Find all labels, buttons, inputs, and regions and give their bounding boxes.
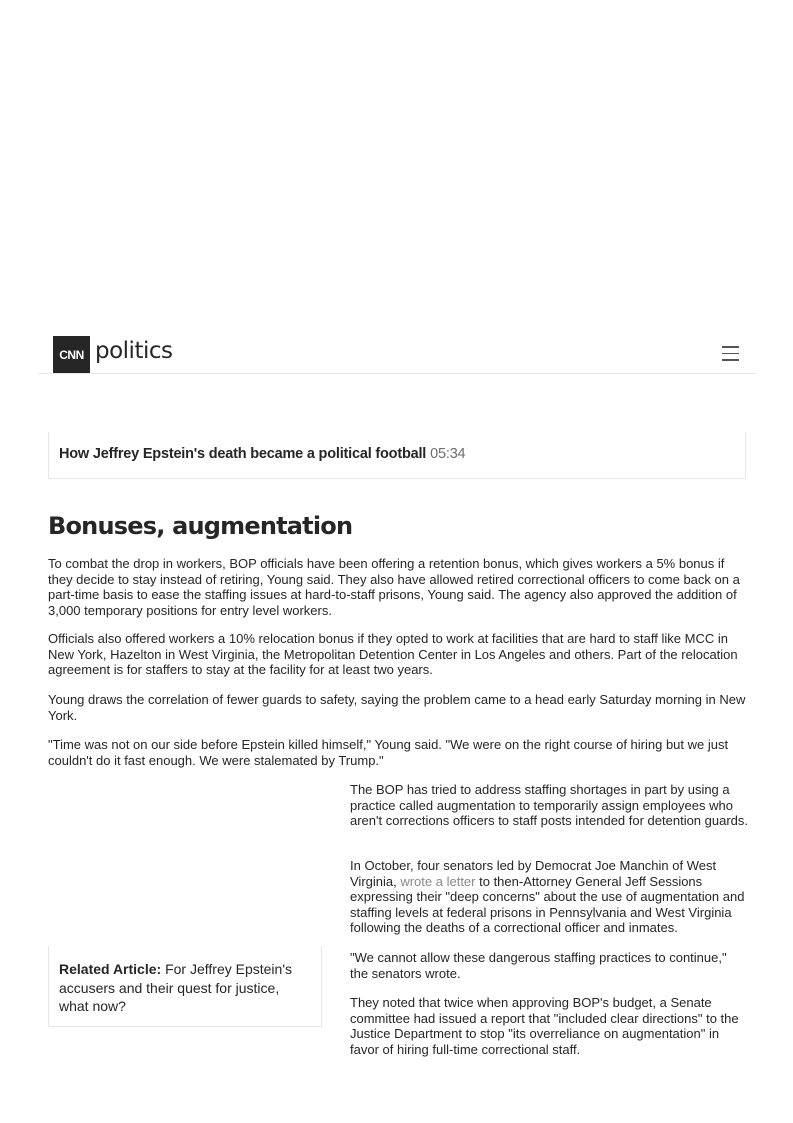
article-paragraph: "Time was not on our side before Epstein killed himself," Young said. "We were on the right course of hiring but we just couldn't do it fast enough. We were stalemated by Trump."	[48, 737, 729, 768]
cnn-logo[interactable]: CNN	[53, 336, 90, 373]
related-article-label: Related Article:	[59, 961, 162, 977]
video-card[interactable]	[48, 432, 746, 479]
section-name[interactable]: politics	[95, 338, 173, 364]
hamburger-menu-icon[interactable]	[722, 346, 739, 361]
article-paragraph: Officials also offered workers a 10% relocation bonus if they opted to work at facilities that are hard to staff like MCC in New York, Hazelton in West Virginia, the Metropolitan Detention Center in Los Angeles and others. Part of the relocation agreement is for staffers to stay at the facility for at least two years.	[48, 631, 738, 678]
article-paragraph: "We cannot allow these dangerous staffing practices to continue," the senators wrote.	[350, 950, 727, 981]
section-heading: Bonuses, augmentation	[48, 512, 353, 540]
article-paragraph: To combat the drop in workers, BOP officials have been offering a retention bonus, which gives workers a 5% bonus if they decide to stay instead of retiring, Young said. They also have allowed retired correctional officers to come back on a part-time basis to ease the staffing issues at hard-to-staff prisons, Young said. The agency also approved the addition of 3,000 temporary positions for entry level workers.	[48, 556, 740, 618]
related-article-text[interactable]	[59, 960, 311, 1016]
letter-link[interactable]: wrote a letter	[400, 873, 476, 889]
article-paragraph: Young draws the correlation of fewer guards to safety, saying the problem came to a head early Saturday morning in New York.	[48, 692, 746, 723]
article-paragraph: They noted that twice when approving BOP's budget, a Senate committee had issued a report that "included clear directions" to the Justice Department to stop "its overreliance on augmentation" in favor of hiring full-time correctional staff.	[350, 995, 739, 1057]
related-article-title[interactable]: For Jeffrey Epstein's accusers and their quest for justice, what now?	[59, 961, 292, 1014]
video-title[interactable]: How Jeffrey Epstein's death became a political football 05:34	[59, 446, 466, 462]
article-paragraph: The BOP has tried to address staffing shortages in part by using a practice called augmentation to temporarily assign employees who aren't corrections officers to staff posts intended for detention guards.	[350, 782, 749, 829]
related-article-card[interactable]	[48, 946, 322, 1027]
site-header	[38, 333, 756, 374]
video-duration: 05:34	[430, 446, 466, 462]
article-paragraph: In October, four senators led by Democrat Joe Manchin of West Virginia, wrote a letter to then-Attorney General Jeff Sessions expressing their "deep concerns" about the use of augmentation and staffing levels at federal prisons in Pennsylvania and West Virginia following the deaths of a correctional officer and inmates.	[350, 858, 745, 936]
